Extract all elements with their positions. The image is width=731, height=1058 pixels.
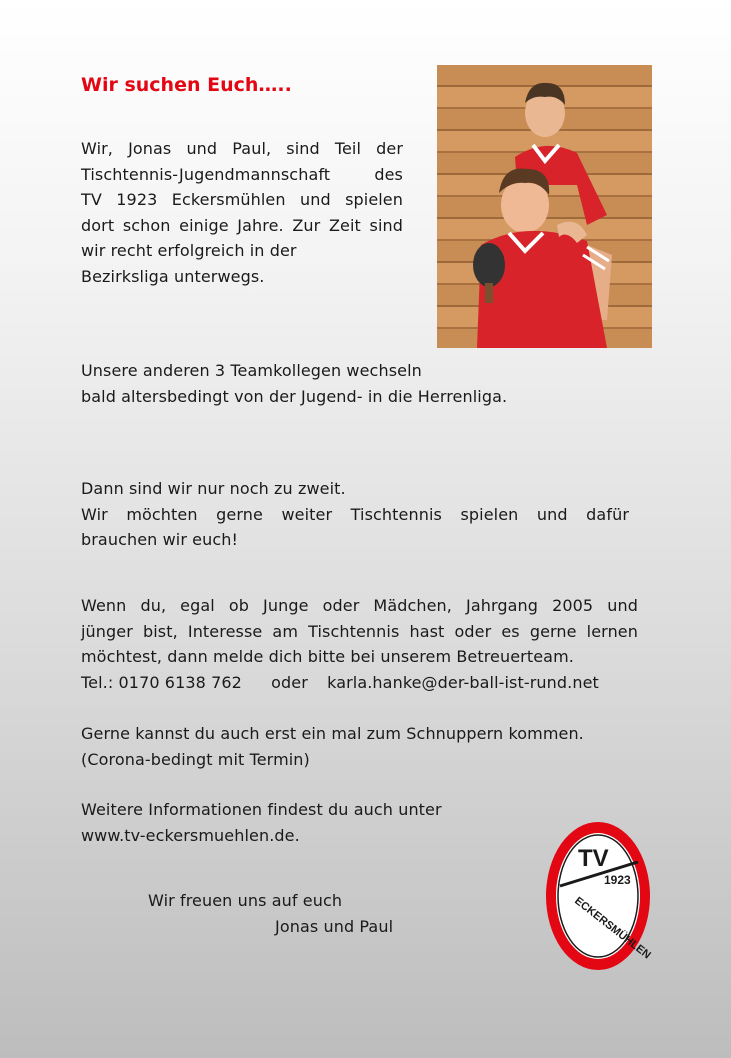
call-paragraph bbox=[81, 593, 638, 695]
contact-line bbox=[81, 670, 638, 696]
intro-line: TV 1923 Eckersmühlen und spielen bbox=[81, 190, 403, 209]
more-info-line: Weitere Informationen findest du auch unter bbox=[81, 800, 442, 819]
only-two-line: Wir möchten gerne weiter Tischtennis spielen und dafür bbox=[81, 504, 629, 524]
teammates-line: bald altersbedingt von der Jugend- in die Herrenliga. bbox=[81, 386, 508, 406]
page-heading: Wir suchen Euch….. bbox=[81, 74, 292, 96]
logo-year-text: 1923 bbox=[604, 873, 631, 887]
two-boys-photo bbox=[437, 65, 652, 348]
more-info-paragraph bbox=[81, 797, 442, 848]
tv-eckersmuehlen-logo bbox=[544, 820, 652, 972]
email-address[interactable]: karla.hanke@der-ball-ist-rund.net bbox=[327, 672, 599, 692]
website-link[interactable]: www.tv-eckersmuehlen.de. bbox=[81, 825, 300, 845]
teammates-paragraph bbox=[81, 358, 507, 409]
closing-signature: Jonas und Paul bbox=[275, 917, 394, 936]
intro-line: wir recht erfolgreich in der bbox=[81, 241, 297, 260]
logo-name-text: ECKERSMÜHLEN bbox=[572, 894, 652, 962]
intro-line: Tischtennis-Jugendmannschaft des bbox=[81, 164, 403, 184]
team-photo bbox=[437, 65, 652, 348]
intro-line: Bezirksliga unterwegs. bbox=[81, 266, 265, 286]
only-two-line: brauchen wir euch! bbox=[81, 530, 239, 549]
trial-line: (Corona-bedingt mit Termin) bbox=[81, 749, 310, 769]
logo-tv-text: TV bbox=[578, 845, 609, 872]
or-text: oder bbox=[271, 672, 308, 692]
call-line: Wenn du, egal ob Junge oder Mädchen, Jahrgang 2005 und bbox=[81, 596, 638, 615]
intro-paragraph bbox=[81, 136, 403, 289]
teammates-line: Unsere anderen 3 Teamkollegen wechseln bbox=[81, 361, 422, 380]
call-line: möchtest, dann melde dich bitte bei unserem Betreuerteam. bbox=[81, 647, 574, 666]
call-line: jünger bist, Interesse am Tischtennis hast oder es gerne lernen bbox=[81, 621, 638, 641]
trial-line: Gerne kannst du auch erst ein mal zum Schnuppern kommen. bbox=[81, 724, 584, 743]
only-two-paragraph bbox=[81, 476, 629, 553]
trial-paragraph bbox=[81, 721, 584, 772]
closing-line-1: Wir freuen uns auf euch bbox=[148, 891, 343, 910]
club-logo bbox=[544, 820, 652, 972]
only-two-line: Dann sind wir nur noch zu zweit. bbox=[81, 479, 346, 498]
intro-line: Wir, Jonas und Paul, sind Teil der bbox=[81, 139, 403, 158]
intro-line: dort schon einige Jahre. Zur Zeit sind bbox=[81, 215, 403, 235]
phone-number: Tel.: 0170 6138 762 bbox=[81, 672, 242, 692]
